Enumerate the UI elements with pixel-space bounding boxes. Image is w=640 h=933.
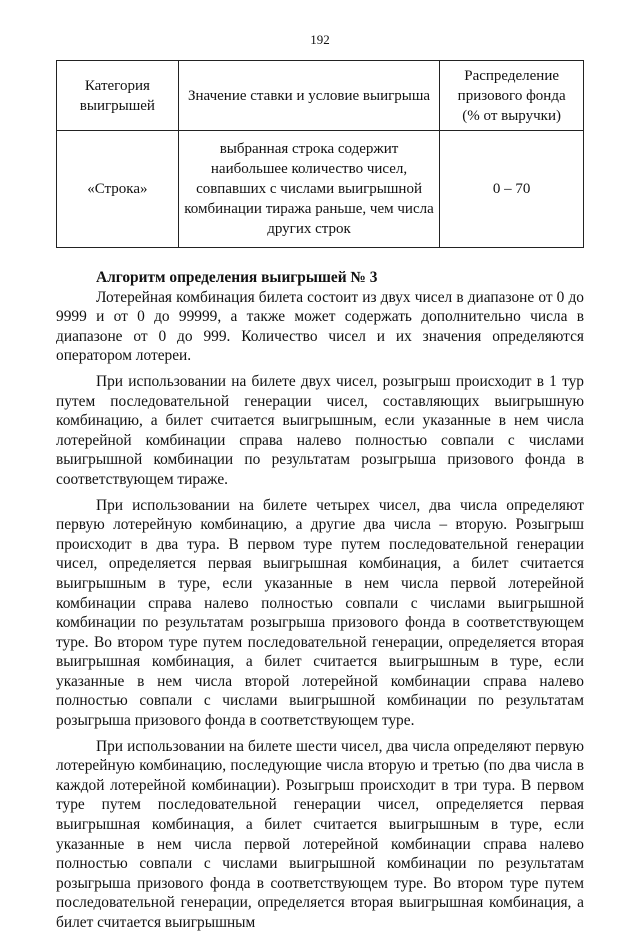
paragraph: Лотерейная комбинация билета состоит из двух чисел в диапазоне от 0 до 9999 и от 0 до 99999, а также может содержать дополнительно числа в диапазоне от 0 до 999. Количество чисел и их значения определяются оператором лотереи. bbox=[56, 288, 584, 365]
paragraph: При использовании на билете шести чисел, два числа определяют первую лотерейную комбинацию, последующие числа вторую и третью (по два числа в каждой лотерейной комбинации). Розыгрыш происходит в три тура. В первом туре путем последовательной генерации чисел, определяется первая выигрышная комбинация, а билет считается выигрышным в туре, если указанные в нем числа первой лотерейной комбинации справа налево полностью совпали с числами выигрышной комбинации по результатам розыгрыша призового фонда в соответствующем туре. Во втором туре путем последовательной генерации, определяется вторая выигрышная комбинация, а билет считается выигрышным bbox=[56, 737, 584, 931]
row-condition-line: совпавших с числами выигрышной bbox=[196, 181, 422, 197]
header-distribution-line: (% от выручки) bbox=[462, 107, 561, 124]
table-header-row bbox=[57, 61, 584, 131]
header-category-line: Категория bbox=[84, 77, 150, 94]
prize-distribution-table bbox=[56, 60, 584, 248]
row-condition bbox=[178, 131, 440, 248]
row-condition-line: комбинации тиража раньше, чем числа bbox=[184, 201, 434, 217]
header-condition: Значение ставки и условие выигрыша bbox=[178, 61, 440, 131]
table-row bbox=[57, 131, 584, 248]
row-condition-line: наибольшее количество чисел, bbox=[210, 161, 408, 177]
header-category-line: выигрышей bbox=[79, 97, 155, 114]
section-heading: Алгоритм определения выигрышей № 3 bbox=[96, 269, 378, 286]
section-body bbox=[56, 268, 584, 933]
paragraph: При использовании на билете четырех чисел, два числа определяют первую лотерейную комбинацию, а другие два числа – вторую. Розыгрыш происходит в два тура. В первом туре путем последовательной генерации чисел, определяется первая выигрышная комбинация, а билет считается выигрышным в туре, если указанные в нем числа первой лотерейной комбинации справа налево полностью совпали с числами выигрышной комбинации по результатам розыгрыша призового фонда в соответствующем туре. Во втором туре путем последовательной генерации, определяется вторая выигрышная комбинация, а билет считается выигрышным в туре, если указанные в нем числа второй лотерейной комбинации справа налево полностью совпали с числами выигрышной комбинации по результатам розыгрыша призового фонда в соответствующем туре. bbox=[56, 496, 584, 730]
row-category: «Строка» bbox=[57, 131, 179, 248]
row-distribution: 0 – 70 bbox=[440, 131, 584, 248]
page-number: 192 bbox=[310, 32, 330, 47]
header-category bbox=[57, 61, 179, 131]
header-distribution-line: призового фонда bbox=[457, 87, 566, 104]
paragraph: При использовании на билете двух чисел, розыгрыш происходит в 1 тур путем последовательной генерации чисел, составляющих выигрышную комбинацию, а билет считается выигрышным, если указанные в нем числа лотерейной комбинации справа налево полностью совпали с числами выигрышной комбинации по результатам розыгрыша призового фонда в соответствующем тираже. bbox=[56, 372, 584, 488]
header-distribution bbox=[440, 61, 584, 131]
row-condition-line: выбранная строка содержит bbox=[219, 141, 399, 157]
row-condition-line: других строк bbox=[267, 221, 351, 237]
header-distribution-line: Распределение bbox=[464, 67, 560, 84]
